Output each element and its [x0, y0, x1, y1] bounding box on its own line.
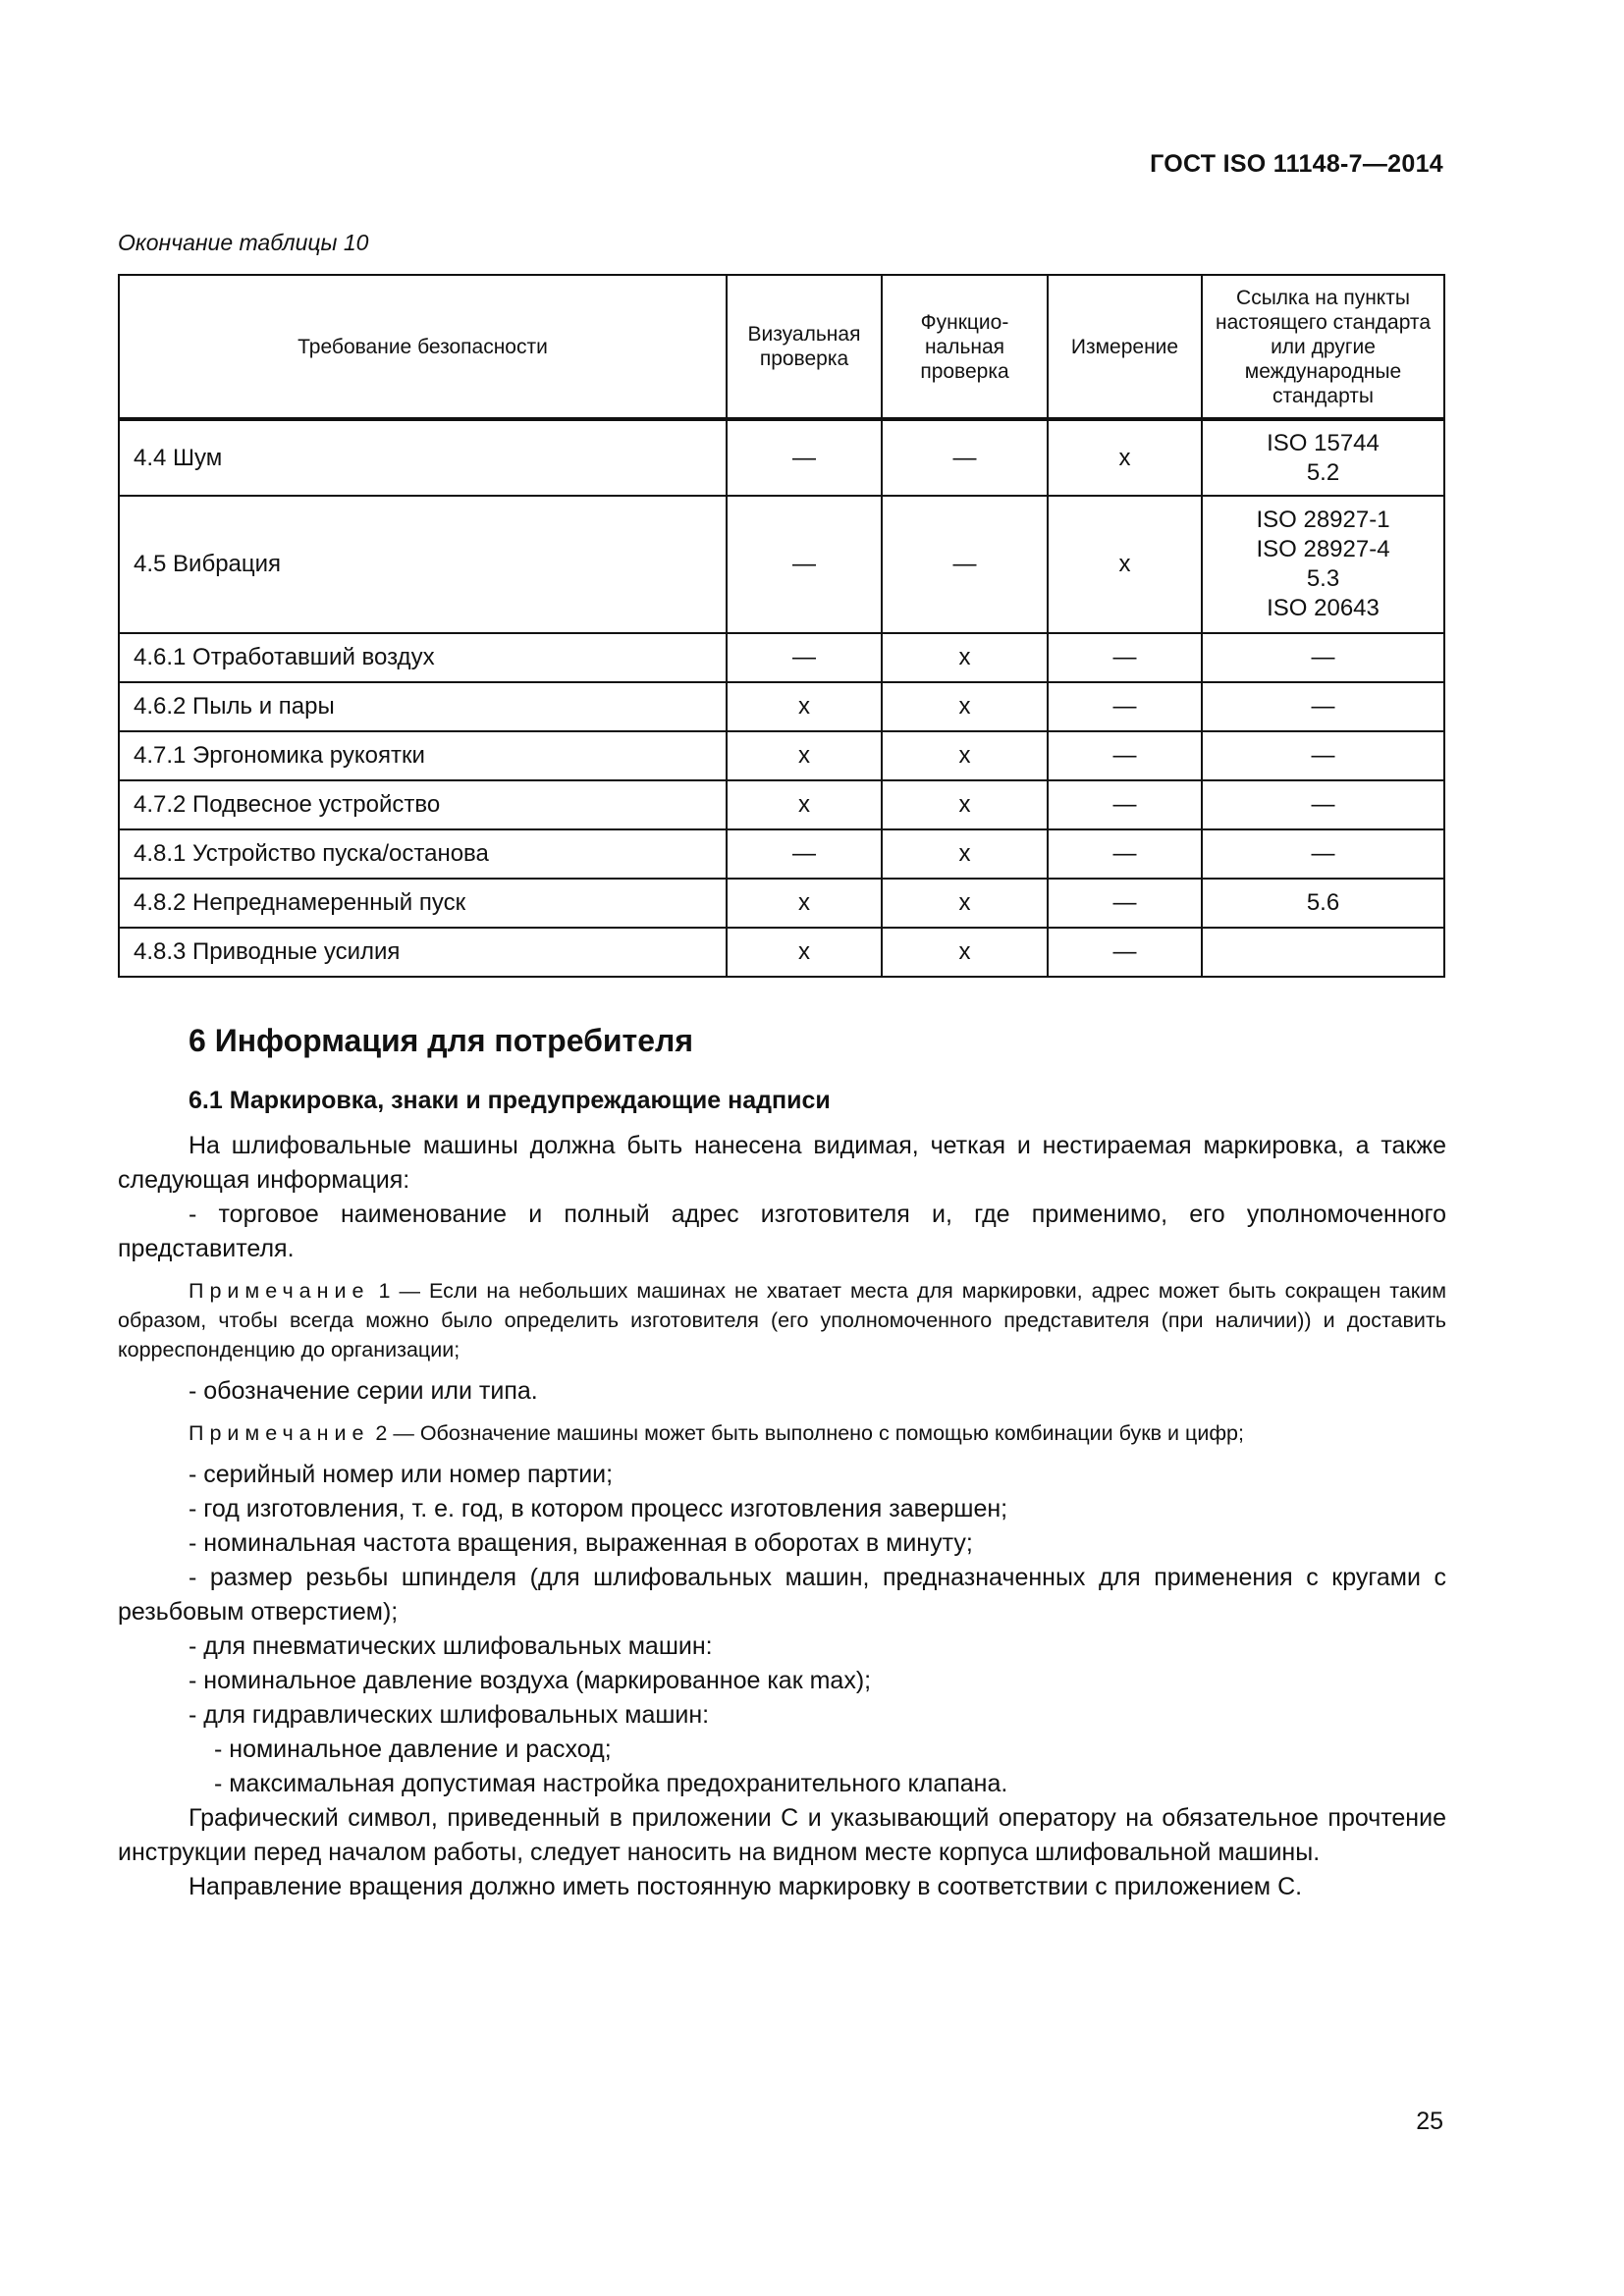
header-visual-check: Визуальная проверка — [727, 275, 882, 419]
cell-functional: х — [882, 633, 1048, 682]
cell-visual: х — [727, 731, 882, 780]
table-row — [119, 829, 1444, 879]
header-measurement: Измерение — [1048, 275, 1202, 419]
cell-functional: — — [882, 419, 1048, 496]
cell-requirement: 4.8.2 Непреднамеренный пуск — [119, 879, 727, 928]
header-functional-check: Функцио-нальная проверка — [882, 275, 1048, 419]
reference-line: ISO 20643 — [1267, 595, 1380, 621]
cell-reference — [1202, 928, 1444, 977]
cell-visual: — — [727, 496, 882, 633]
cell-requirement: 4.7.1 Эргономика рукоятки — [119, 731, 727, 780]
reference-line: ISO 15744 — [1267, 429, 1380, 456]
cell-requirement: 4.7.2 Подвесное устройство — [119, 780, 727, 829]
list-item: - размер резьбы шпинделя (для шлифовальных машин, предназначенных для применения с кругами с резьбовым отверстием); — [118, 1564, 1446, 1626]
cell-requirement: 4.5 Вибрация — [119, 496, 727, 633]
table-caption: Окончание таблицы 10 — [118, 230, 369, 255]
cell-measure: — — [1048, 682, 1202, 731]
paragraph: Графический символ, приведенный в приложении С и указывающий оператору на обязательное прочтение инструкции перед началом работы, следует наносить на видном месте корпуса шлифовальной машины. — [118, 1804, 1446, 1866]
cell-reference: — — [1202, 682, 1444, 731]
note-text: 1 — Если на небольших машинах не хватает места для маркировки, адрес может быть сокращен таким образом, чтобы всегда можно было определить изготовителя (его уполномоченного представителя (при наличии)) и доставить корреспонденцию до организации; — [118, 1279, 1446, 1362]
table-row — [119, 682, 1444, 731]
cell-reference — [1202, 496, 1444, 633]
list-item: - номинальная частота вращения, выраженная в оборотах в минуту; — [189, 1529, 973, 1557]
note-2 — [118, 1418, 1446, 1448]
cell-functional: х — [882, 682, 1048, 731]
note-1 — [118, 1276, 1446, 1364]
cell-functional: — — [882, 496, 1048, 633]
list-item: - номинальное давление воздуха (маркированное как max); — [189, 1667, 872, 1694]
list-item: - для гидравлических шлифовальных машин: — [189, 1701, 710, 1729]
cell-requirement: 4.8.3 Приводные усилия — [119, 928, 727, 977]
page-number: 25 — [1416, 2108, 1443, 2135]
cell-requirement: 4.8.1 Устройство пуска/останова — [119, 829, 727, 879]
table-row — [119, 928, 1444, 977]
cell-requirement: 4.6.2 Пыль и пары — [119, 682, 727, 731]
table-row — [119, 419, 1444, 496]
cell-visual: — — [727, 419, 882, 496]
cell-visual: х — [727, 780, 882, 829]
header-requirement: Требование безопасности — [119, 275, 727, 419]
cell-visual: х — [727, 928, 882, 977]
paragraph: Направление вращения должно иметь постоянную маркировку в соответствии с приложением С. — [189, 1873, 1303, 1900]
cell-measure: — — [1048, 633, 1202, 682]
cell-measure: — — [1048, 928, 1202, 977]
note-text: 2 — Обозначение машины может быть выполнено с помощью комбинации букв и цифр; — [369, 1421, 1244, 1445]
list-item: - серийный номер или номер партии; — [189, 1461, 614, 1488]
list-item: - обозначение серии или типа. — [189, 1377, 538, 1405]
reference-line: ISO 28927-4 — [1256, 536, 1390, 562]
list-item: - для пневматических шлифовальных машин: — [189, 1632, 713, 1660]
cell-visual: — — [727, 829, 882, 879]
section-title: 6 Информация для потребителя — [189, 1023, 693, 1058]
reference-line: ISO 28927-1 — [1256, 507, 1390, 533]
cell-reference: — — [1202, 780, 1444, 829]
cell-reference: — — [1202, 829, 1444, 879]
document-code: ГОСТ ISO 11148-7—2014 — [1150, 150, 1443, 178]
cell-reference — [1202, 419, 1444, 496]
table-row — [119, 879, 1444, 928]
section-body — [118, 1129, 1446, 1904]
cell-visual: х — [727, 879, 882, 928]
cell-measure: х — [1048, 419, 1202, 496]
table-row — [119, 780, 1444, 829]
table-row — [119, 633, 1444, 682]
cell-measure: х — [1048, 496, 1202, 633]
cell-reference: — — [1202, 633, 1444, 682]
list-item-nested: - номинальное давление и расход; — [214, 1735, 612, 1763]
reference-line: 5.2 — [1306, 458, 1340, 486]
table-row — [119, 731, 1444, 780]
subsection-title: 6.1 Маркировка, знаки и предупреждающие надписи — [189, 1087, 831, 1114]
cell-functional: х — [882, 829, 1048, 879]
cell-reference: 5.6 — [1202, 879, 1444, 928]
table-header-row — [119, 275, 1444, 419]
list-item: - торговое наименование и полный адрес изготовителя и, где применимо, его уполномоченного представителя. — [118, 1201, 1446, 1262]
cell-visual: х — [727, 682, 882, 731]
cell-requirement: 4.4 Шум — [119, 419, 727, 496]
cell-requirement: 4.6.1 Отработавший воздух — [119, 633, 727, 682]
cell-visual: — — [727, 633, 882, 682]
cell-functional: х — [882, 879, 1048, 928]
cell-functional: х — [882, 928, 1048, 977]
list-item-nested: - максимальная допустимая настройка предохранительного клапана. — [214, 1770, 1008, 1797]
cell-functional: х — [882, 780, 1048, 829]
cell-measure: — — [1048, 829, 1202, 879]
paragraph: На шлифовальные машины должна быть нанесена видимая, четкая и нестираемая маркировка, а также следующая информация: — [118, 1132, 1446, 1194]
cell-functional: х — [882, 731, 1048, 780]
note-label: Примечание — [189, 1279, 370, 1303]
header-reference: Ссылка на пункты настоящего стандарта или другие международные стандарты — [1202, 275, 1444, 419]
cell-measure: — — [1048, 731, 1202, 780]
requirements-table — [118, 274, 1445, 978]
cell-reference: — — [1202, 731, 1444, 780]
cell-measure: — — [1048, 780, 1202, 829]
reference-line: 5.3 — [1306, 565, 1340, 592]
note-label: Примечание — [189, 1421, 370, 1445]
table-row — [119, 496, 1444, 633]
list-item: - год изготовления, т. е. год, в котором процесс изготовления завершен; — [189, 1495, 1008, 1522]
cell-measure: — — [1048, 879, 1202, 928]
